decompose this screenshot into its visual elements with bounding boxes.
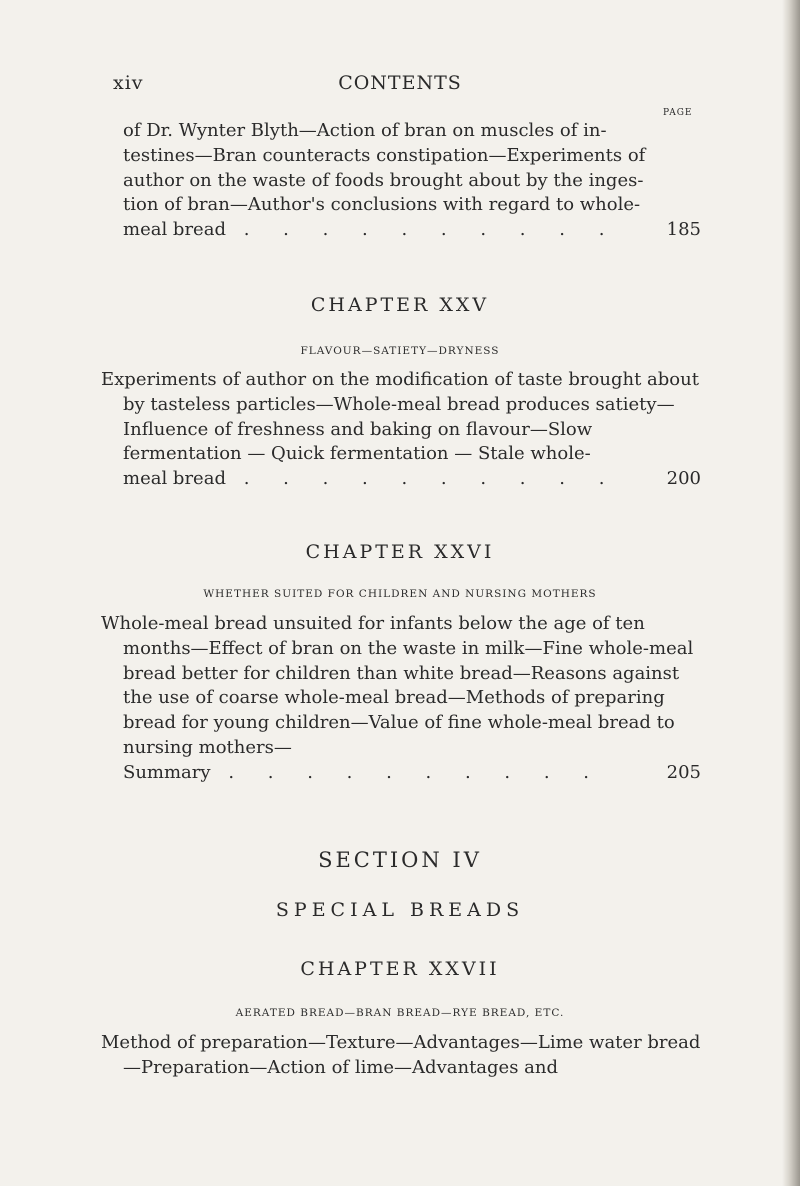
- entry-line: testines—Bran counteracts constipation—Experiments of: [123, 144, 646, 166]
- dot-leader: . . . . . . . . . .: [228, 761, 604, 783]
- page-reference: 200: [666, 468, 701, 490]
- page-edge-shadow: [782, 0, 800, 1186]
- entry-final-line: [101, 467, 701, 492]
- chapter-heading: CHAPTER XXV: [310, 294, 490, 316]
- entry-text: Whole-meal bread unsuited for infants below the age of ten months—Effect of bran on the waste in milk—Fine whole-meal bread better for children than white bread—Reasons against the use of coarse whole-meal bread—Methods of preparing bread for young children—Value of fine whole-meal bread to nursing mothers—: [101, 613, 694, 758]
- chapter-subtitle: AERATED BREAD—BRAN BREAD—RYE BREAD, ETC.: [235, 1007, 565, 1019]
- entry-final-line: [101, 761, 701, 786]
- section-heading: SECTION IV: [318, 848, 482, 872]
- chapter-heading: CHAPTER XXVII: [300, 958, 500, 980]
- dot-leader: . . . . . . . . . .: [243, 219, 619, 241]
- continued-entry: [123, 119, 701, 243]
- entry-line: author on the waste of foods brought about by the inges-: [123, 169, 644, 191]
- chapter-entry: [101, 368, 701, 492]
- entry-text: Method of preparation—Texture—Advantages—Lime water bread—Preparation—Action of lime—Advantages and: [101, 1032, 701, 1078]
- entry-line: tion of bran—Author's conclusions with regard to whole-: [123, 194, 641, 216]
- entry-final-text: Summary: [123, 761, 211, 783]
- entry-final-line: [123, 218, 701, 243]
- chapter-subtitle: FLAVOUR—SATIETY—DRYNESS: [300, 345, 500, 357]
- chapter-subtitle: WHETHER SUITED FOR CHILDREN AND NURSING MOTHERS: [203, 588, 597, 600]
- running-head: [0, 72, 800, 102]
- entry-final-text: meal bread: [123, 219, 226, 241]
- entry-text: Experiments of author on the modification of taste brought about by tasteless particles—Whole-meal bread produces satiety—Influence of freshness and baking on flavour—Slow fermentation — Quick fermentation — Stale whole-: [101, 369, 699, 465]
- running-title: CONTENTS: [338, 72, 462, 94]
- section-title: SPECIAL BREADS: [275, 899, 525, 921]
- dot-leader: . . . . . . . . . .: [243, 468, 619, 490]
- page-reference: 205: [666, 761, 701, 783]
- page-reference: 185: [666, 219, 701, 241]
- page-number: xiv: [113, 72, 144, 94]
- chapter-entry: [101, 1031, 701, 1081]
- entry-line: of Dr. Wynter Blyth—Action of bran on muscles of in-: [123, 120, 607, 141]
- page-column-label: PAGE: [663, 108, 693, 118]
- chapter-entry: [101, 612, 701, 786]
- entry-final-text: meal bread: [123, 468, 226, 490]
- chapter-heading: CHAPTER XXVI: [305, 541, 495, 563]
